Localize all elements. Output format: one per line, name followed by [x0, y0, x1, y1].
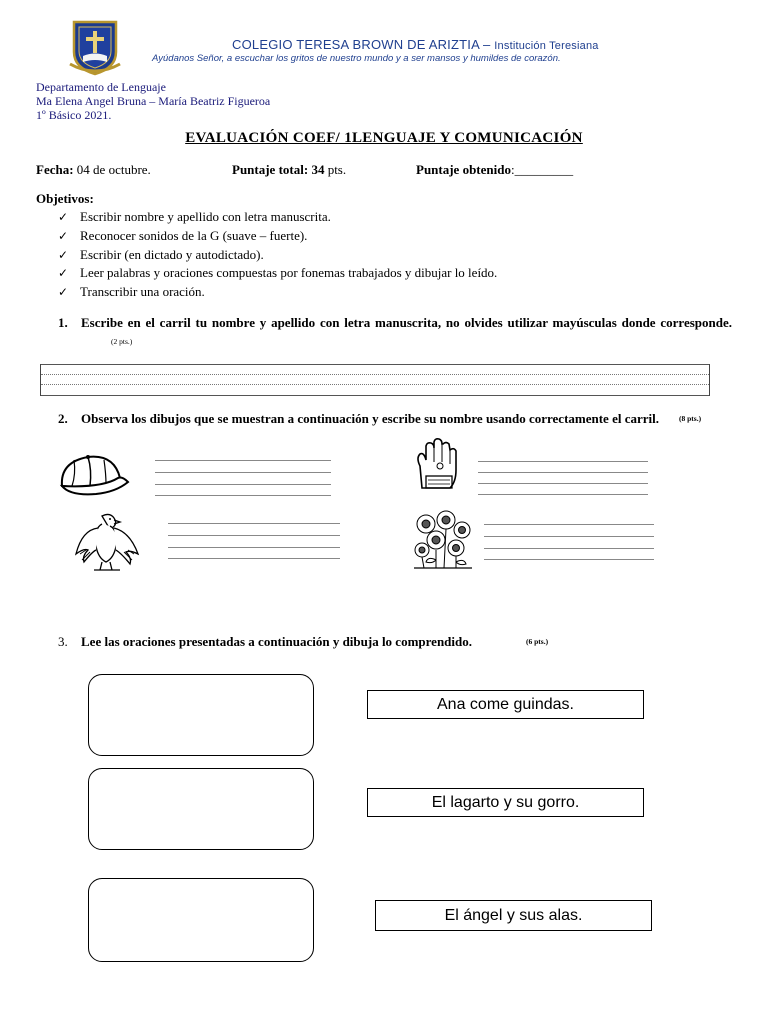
- drawing-box-2[interactable]: [88, 768, 314, 850]
- drawing-box-1[interactable]: [88, 674, 314, 756]
- question-2: [58, 409, 732, 428]
- total-score: Puntaje total: 34 pts.: [232, 162, 347, 177]
- question-points: (2 pts.): [111, 337, 133, 346]
- obtained-score: Puntaje obtenido:_________: [416, 162, 574, 177]
- sentence-box-2: El lagarto y su gorro.: [367, 788, 644, 817]
- handwriting-lane-cap[interactable]: [155, 460, 331, 496]
- institution-name: Institución Teresiana: [494, 40, 599, 52]
- page-title: EVALUACIÓN COEF/ 1LENGUAJE Y COMUNICACIÓN: [185, 130, 583, 146]
- checkmark-icon: ✓: [58, 228, 69, 243]
- objectives-heading: Objetivos:: [36, 191, 94, 206]
- question-points: (6 pts.): [526, 637, 549, 646]
- grade: 1º Básico 2021.: [36, 108, 112, 122]
- handwriting-lane-sunflowers[interactable]: [484, 524, 654, 560]
- question-3: [58, 632, 732, 651]
- teachers: Ma Elena Angel Bruna – María Beatriz Figueroa: [36, 94, 271, 108]
- handwriting-lane-name[interactable]: [40, 364, 710, 396]
- checkmark-icon: ✓: [58, 266, 69, 281]
- checkmark-icon: ✓: [58, 285, 69, 300]
- objective-item: ✓ Reconocer sonidos de la G (suave – fuerte).: [58, 227, 497, 246]
- objective-item: ✓ Escribir (en dictado y autodictado).: [58, 246, 497, 265]
- obtained-score-blank[interactable]: :_________: [510, 162, 574, 177]
- date-field: Fecha: 04 de octubre.: [36, 162, 151, 177]
- question-number: 1.: [58, 315, 68, 330]
- document-meta: [36, 80, 270, 122]
- school-motto: Ayúdanos Señor, a escuchar los gritos de nuestro mundo y a ser mansos y humildes de corazón.: [152, 53, 561, 64]
- checkmark-icon: ✓: [58, 247, 69, 262]
- sentence-box-3: El ángel y sus alas.: [375, 900, 652, 931]
- handwriting-lane-glove[interactable]: [478, 461, 648, 495]
- question-text: Observa los dibujos que se muestran a continuación y escribe su nombre usando correctamente el carril.: [81, 411, 659, 426]
- objective-item: ✓ Escribir nombre y apellido con letra manuscrita.: [58, 208, 497, 227]
- drawing-box-3[interactable]: [88, 878, 314, 962]
- eagle-picture: [72, 510, 142, 572]
- department: Departamento de Lenguaje: [36, 80, 166, 94]
- sentence-box-1: Ana come guindas.: [367, 690, 644, 719]
- objective-item: ✓ Transcribir una oración.: [58, 283, 497, 302]
- objectives: [36, 191, 497, 302]
- question-text: Escribe en el carril tu nombre y apellido con letra manuscrita, no olvides utilizar mayúsculas donde corresponde.: [81, 315, 732, 330]
- checkmark-icon: ✓: [58, 210, 69, 224]
- objective-item: ✓ Leer palabras y oraciones compuestas por fonemas trabajados y dibujar lo leído.: [58, 264, 497, 283]
- question-number: 2.: [58, 411, 68, 426]
- sunflowers-picture: [414, 510, 472, 570]
- glove-picture: [410, 436, 468, 494]
- handwriting-lane-eagle[interactable]: [168, 523, 340, 559]
- question-points: (8 pts.): [679, 414, 702, 423]
- cap-picture: [56, 452, 132, 498]
- school-name: COLEGIO TERESA BROWN DE ARIZTIA – Institución Teresiana: [232, 37, 599, 52]
- question-number: 3.: [58, 634, 68, 649]
- school-crest-logo: [68, 18, 122, 76]
- question-1: [58, 313, 732, 351]
- question-text: Lee las oraciones presentadas a continuación y dibuja lo comprendido.: [81, 634, 472, 649]
